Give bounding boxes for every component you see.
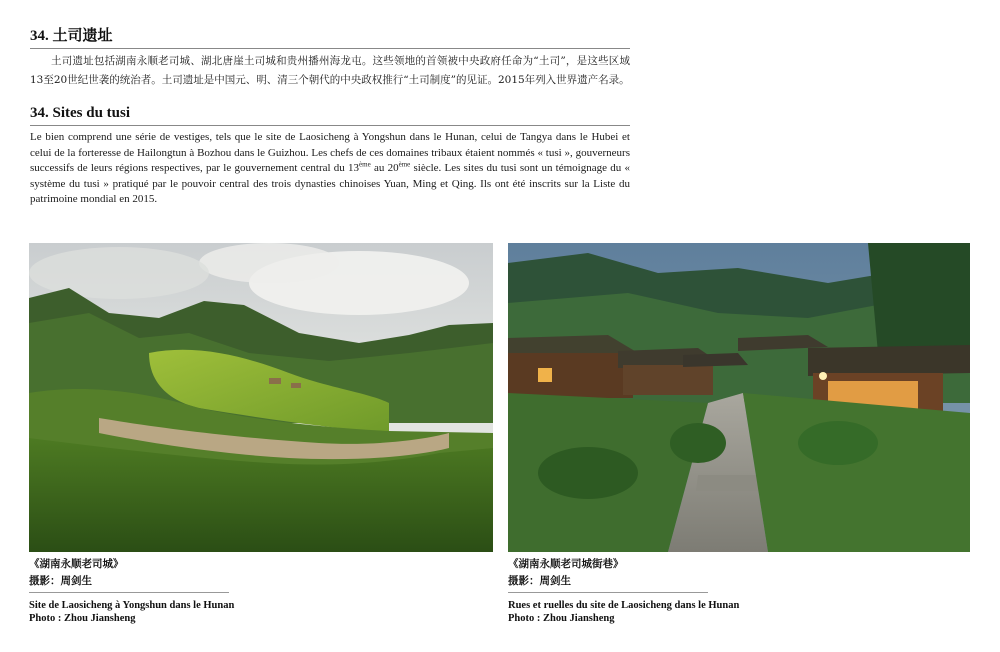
- caption-divider-left: [29, 592, 229, 593]
- photo-laosicheng-streets: [508, 243, 970, 552]
- caption-zh-right: 《湖南永顺老司城街巷》: [508, 558, 624, 570]
- superscript-20eme: ème: [398, 160, 411, 169]
- section-title-fr: 34. Sites du tusi: [30, 105, 131, 121]
- superscript-13eme: ème: [359, 160, 371, 169]
- caption-divider-right: [508, 592, 708, 593]
- credit-fr-left: Photo : Zhou Jiansheng: [29, 613, 136, 624]
- section-body-zh: 土司遗址包括湖南永顺老司城、湖北唐崖土司城和贵州播州海龙屯。这些领地的首领被中央政府任命为“土司”，是这些区域13至20世纪世袭的统治者。土司遗址是中国元、明、清三个朝代的中央政权推行“土司制度”的见证。2015年列入世界遗产名录。: [30, 55, 630, 86]
- photo-laosicheng-valley: [29, 243, 493, 552]
- section-body-fr: [30, 130, 630, 208]
- caption-fr-left: Site de Laosicheng à Yongshun dans le Hunan: [29, 600, 235, 611]
- section-divider-zh: [30, 48, 630, 49]
- section-body-fr-part2: au 20: [370, 162, 399, 174]
- caption-zh-left: 《湖南永顺老司城》: [29, 558, 124, 570]
- section-title-zh: 34. 土司遗址: [30, 28, 113, 44]
- caption-fr-right: Rues et ruelles du site de Laosicheng dans le Hunan: [508, 600, 740, 611]
- section-body-fr-part3: siècle. Les sites du tusi sont un témoignage du « système du tusi » pratiqué par le pouvoir central des trois dynasties chinoises Yuan, Ming et Qing. Ils ont été inscrits sur la Liste du patrimoine mondial en 2015.: [30, 162, 630, 205]
- credit-zh-right: 摄影：周剑生: [508, 575, 571, 587]
- credit-zh-left: 摄影：周剑生: [29, 575, 92, 587]
- section-body-fr-part1: Le bien comprend une série de vestiges, tels que le site de Laosicheng à Yongshun dans le Hunan, celui de Tangya dans le Hubei et celui de la forteresse de Hailongtun à Bozhou dans le Guizhou. Les chefs de ces domaines tribaux étaient nommés « tusi », gouverneurs successifs de leurs régions respectives, par le gouvernement central du 13: [30, 131, 630, 174]
- section-divider-fr: [30, 125, 630, 126]
- credit-fr-right: Photo : Zhou Jiansheng: [508, 613, 615, 624]
